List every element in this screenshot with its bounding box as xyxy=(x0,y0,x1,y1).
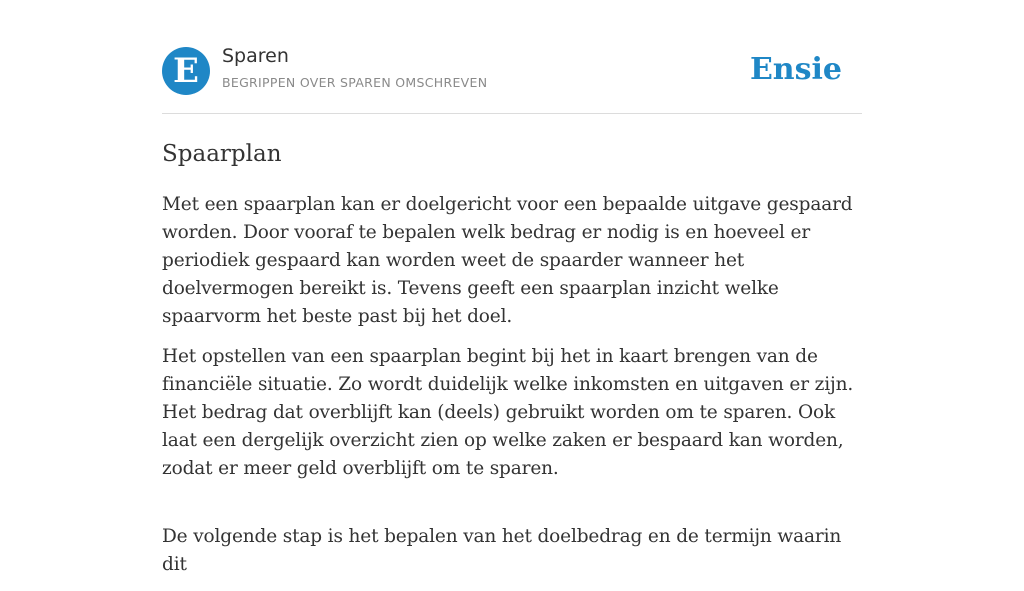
article-paragraph: Met een spaarplan kan er doelgericht voor een bepaalde uitgave gespaard worden. Door vooraf te bepalen welk bedrag er nodig is en hoeveel er periodiek gespaard kan worden weet de spaarder wanneer het doelvermogen bereikt is. Tevens geeft een spaarplan inzicht welke spaarvorm het beste past bij het doel. xyxy=(162,194,853,327)
article-paragraph: Het opstellen van een spaarplan begint bij het in kaart brengen van de financiële situatie. Zo wordt duidelijk welke inkomsten en uitgaven er zijn. Het bedrag dat overblijft kan (deels) gebruikt worden om te sparen. Ook laat een dergelijk overzicht zien op welke zaken er bespaard kan worden, zodat er meer geld overblijft om te sparen. xyxy=(162,346,854,479)
article-body xyxy=(162,191,862,579)
site-header xyxy=(162,0,862,114)
content-container xyxy=(162,0,862,591)
site-title-link[interactable]: Sparen xyxy=(222,45,289,67)
article-title: Spaarplan xyxy=(162,141,282,167)
ensie-brand-link[interactable]: Ensie xyxy=(749,52,842,87)
ensie-logo-icon[interactable]: E xyxy=(162,47,210,95)
article-paragraph: De volgende stap is het bepalen van het doelbedrag en de termijn waarin dit xyxy=(162,526,842,575)
site-subtitle: BEGRIPPEN OVER SPAREN OMSCHREVEN xyxy=(222,75,488,90)
